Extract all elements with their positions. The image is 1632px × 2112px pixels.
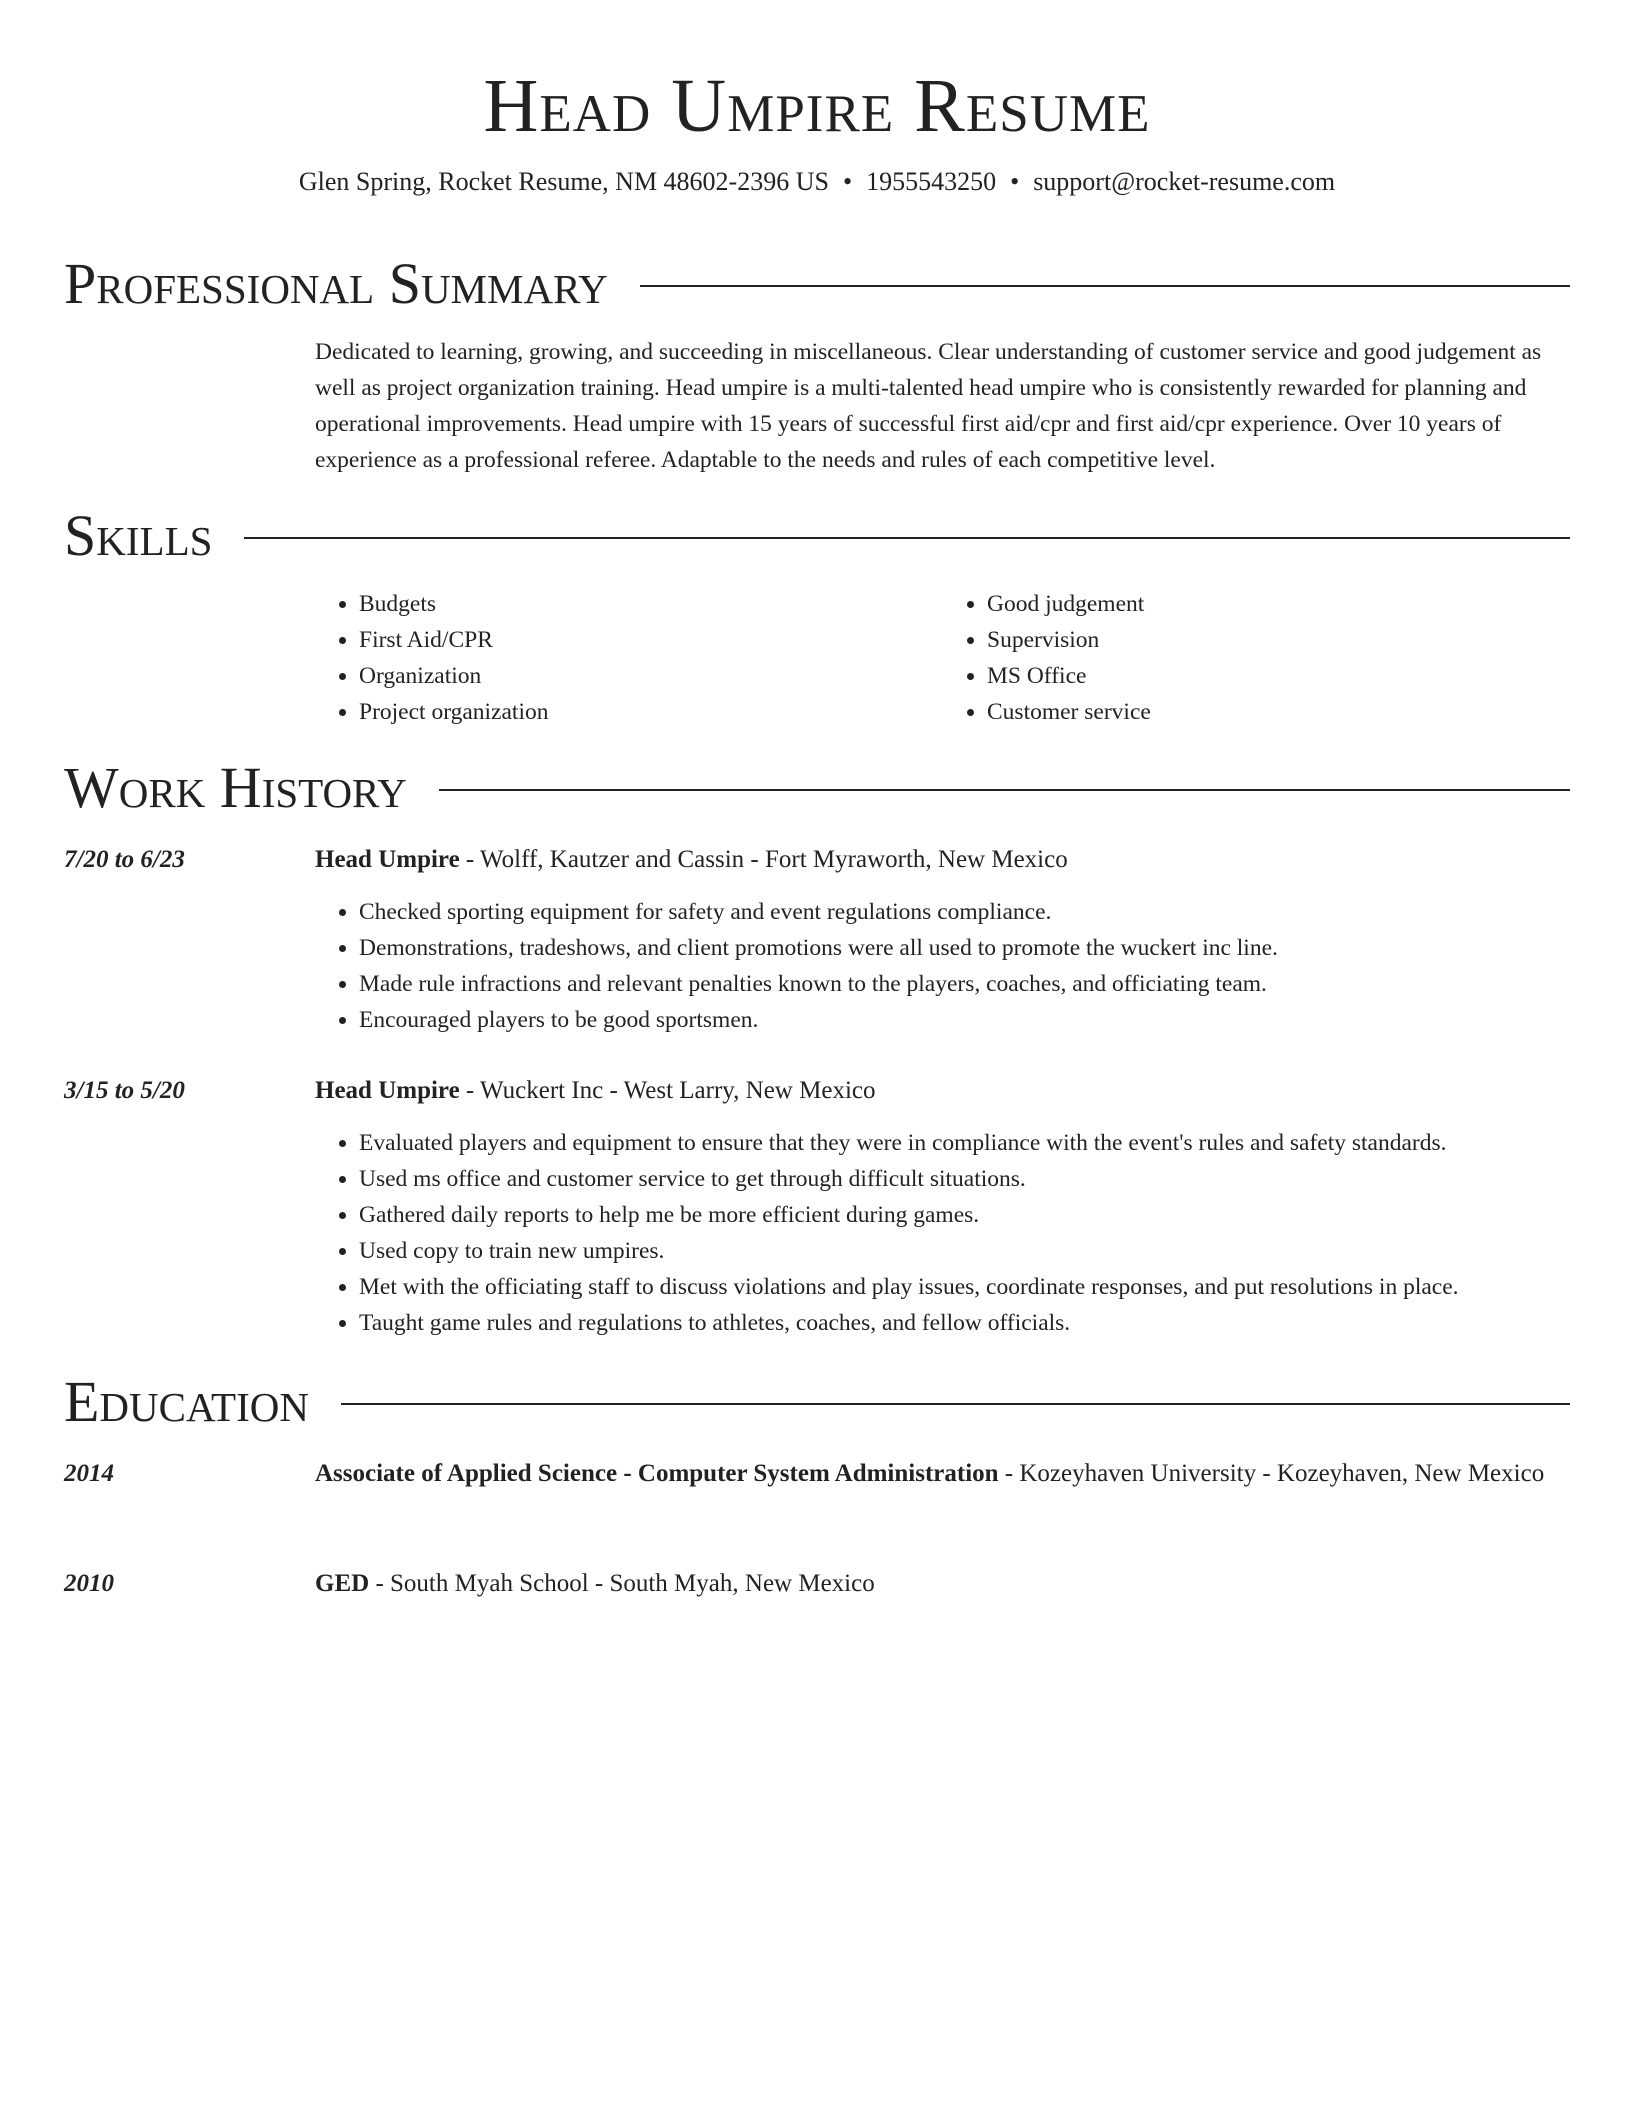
- education-degree: Associate of Applied Science - Computer System Administration: [315, 1460, 999, 1487]
- job-bullet: • Used copy to train new umpires.: [359, 1233, 1571, 1269]
- contact-line: [64, 164, 1570, 200]
- work-section-header: [64, 756, 1570, 820]
- contact-separator: •: [1010, 167, 1020, 196]
- job-details: - Wolff, Kautzer and Cassin - Fort Myraworth, New Mexico: [459, 846, 1068, 873]
- skill-item: • Customer service: [987, 694, 1527, 730]
- job-bullet: • Met with the officiating staff to discuss violations and play issues, coordinate responses, and put resolutions in place.: [359, 1269, 1571, 1305]
- skill-item: • Good judgement: [987, 586, 1527, 622]
- summary-text: Dedicated to learning, growing, and succeeding in miscellaneous. Clear understanding of customer service and good judgement as well as project organization training. Head umpire is a multi-talented head umpire who is consistently rewarded for planning and operational improvements. Head umpire with 15 years of successful first aid/cpr and first aid/cpr experience. Over 10 years of experience as a professional referee. Adaptable to the needs and rules of each competitive level.: [315, 339, 1542, 473]
- job-bullet: • Made rule infractions and relevant penalties known to the players, coaches, and officiating team.: [359, 966, 1571, 1002]
- job-bullet: • Encouraged players to be good sportsmen.: [359, 1002, 1571, 1038]
- contact-phone: 1955543250: [866, 167, 997, 196]
- job-bullets: [315, 894, 1571, 1038]
- section-divider: [244, 537, 1570, 539]
- education-year: 2010: [64, 1570, 114, 1597]
- job-header: [315, 840, 1571, 880]
- skill-item: • Budgets: [359, 586, 899, 622]
- job-dates: 3/15 to 5/20: [64, 1077, 185, 1104]
- education-heading: Education: [64, 1369, 309, 1434]
- job-position: Head Umpire: [315, 1077, 460, 1104]
- contact-email[interactable]: support@rocket-resume.com: [1033, 167, 1336, 196]
- contact-separator: •: [842, 167, 853, 196]
- section-divider: [341, 1403, 1570, 1405]
- resume-title: Head Umpire Resume: [483, 64, 1151, 148]
- education-entry: [315, 1454, 1571, 1494]
- skill-item: • Project organization: [359, 694, 899, 730]
- job-header: [315, 1071, 1571, 1111]
- skills-section-header: [64, 504, 1570, 568]
- job-position: Head Umpire: [315, 846, 460, 873]
- skill-item: • Organization: [359, 658, 899, 694]
- job-bullets: [315, 1125, 1571, 1341]
- job-bullet: • Used ms office and customer service to get through difficult situations.: [359, 1161, 1571, 1197]
- summary-heading: Professional Summary: [64, 251, 608, 316]
- job-bullet: • Taught game rules and regulations to athletes, coaches, and fellow officials.: [359, 1305, 1571, 1341]
- skills-content: [315, 586, 1571, 730]
- summary-content: [315, 334, 1571, 478]
- job-bullet: • Demonstrations, tradeshows, and client promotions were all used to promote the wuckert inc line.: [359, 930, 1571, 966]
- education-year: 2014: [64, 1460, 114, 1487]
- work-heading: Work History: [64, 755, 407, 820]
- skill-item: • First Aid/CPR: [359, 622, 899, 658]
- resume-page: [64, 0, 1570, 1597]
- skill-item: • MS Office: [987, 658, 1527, 694]
- skill-item: • Supervision: [987, 622, 1527, 658]
- skills-list-left: [315, 586, 899, 730]
- education-details: - South Myah School - South Myah, New Mexico: [369, 1570, 875, 1597]
- skills-heading: Skills: [64, 503, 213, 568]
- summary-section-header: [64, 252, 1570, 316]
- job-entry: [315, 1071, 1571, 1341]
- job-bullet: • Evaluated players and equipment to ensure that they were in compliance with the event's rules and safety standards.: [359, 1125, 1571, 1161]
- job-dates: 7/20 to 6/23: [64, 846, 185, 873]
- job-bullet: • Gathered daily reports to help me be more efficient during games.: [359, 1197, 1571, 1233]
- contact-address: Glen Spring, Rocket Resume, NM 48602-2396 US: [298, 167, 829, 196]
- education-header: [315, 1564, 1571, 1604]
- education-header: [315, 1454, 1571, 1494]
- section-divider: [439, 789, 1570, 791]
- section-divider: [640, 285, 1570, 287]
- education-entry: [315, 1564, 1571, 1604]
- skills-list-right: [943, 586, 1527, 730]
- job-entry: [315, 840, 1571, 1038]
- job-bullet: • Checked sporting equipment for safety and event regulations compliance.: [359, 894, 1571, 930]
- education-details: - Kozeyhaven University - Kozeyhaven, New Mexico: [998, 1460, 1545, 1487]
- education-degree: GED: [315, 1570, 370, 1597]
- job-details: - Wuckert Inc - West Larry, New Mexico: [459, 1077, 876, 1104]
- education-section-header: [64, 1370, 1570, 1434]
